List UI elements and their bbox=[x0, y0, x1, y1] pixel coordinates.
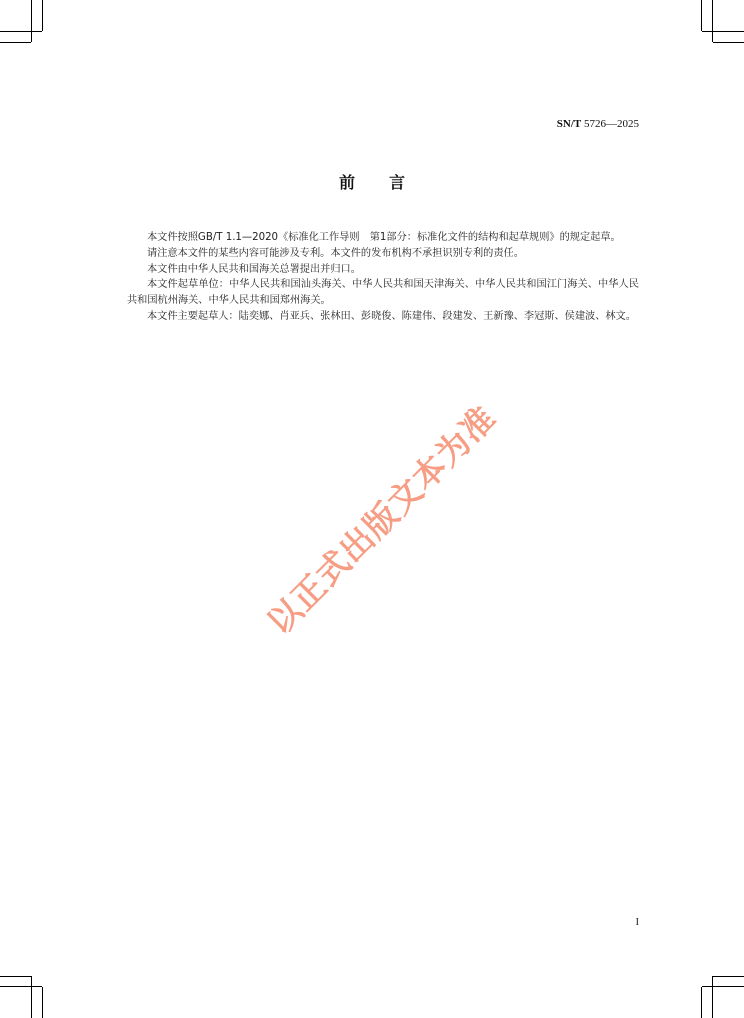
page-number: I bbox=[635, 917, 639, 928]
crop-mark-top-left-vertical bbox=[31, 0, 32, 42]
foreword-body bbox=[127, 230, 639, 325]
crop-mark-bottom-right-horizontal bbox=[702, 986, 744, 987]
crop-mark-top-left-inner-h bbox=[0, 42, 31, 43]
heading-char-2: 言 bbox=[389, 173, 406, 192]
paragraph-drafting-rules: 本文件按照GB/T 1.1—2020《标准化工作导则 第1部分：标准化文件的结构和起草规则》的规定起草。 bbox=[147, 232, 621, 243]
paragraph-proposer: 本文件由中华人民共和国海关总署提出并归口。 bbox=[147, 263, 361, 275]
paragraph-drafting-units: 本文件起草单位：中华人民共和国汕头海关、中华人民共和国天津海关、中华人民共和国江门海关、中华人民共和国杭州海关、中华人民共和国郑州海关。 bbox=[127, 279, 639, 307]
heading-char-1: 前 bbox=[338, 173, 355, 192]
crop-mark-bottom-right-inner-h bbox=[713, 976, 744, 977]
crop-mark-top-left-inner-v bbox=[42, 0, 43, 31]
crop-mark-bottom-right-vertical bbox=[712, 976, 713, 1018]
watermark-text: 以正式出版文本为准 bbox=[259, 397, 504, 642]
document-code-number: 5726—2025 bbox=[581, 118, 639, 130]
paragraph-drafters: 本文件主要起草人：陆奕娜、肖亚兵、张林田、彭晓俊、陈建伟、段建发、王新豫、李冠斯、侯建波、林文。 bbox=[147, 310, 636, 322]
crop-mark-top-right-inner-h bbox=[713, 42, 744, 43]
crop-mark-top-right-inner-v bbox=[701, 0, 702, 31]
paragraph-patent-notice: 请注意本文件的某些内容可能涉及专利。本文件的发布机构不承担识别专利的责任。 bbox=[147, 247, 524, 259]
document-code bbox=[557, 118, 639, 130]
crop-mark-bottom-left-inner-v bbox=[42, 987, 43, 1018]
crop-mark-top-right-vertical bbox=[712, 0, 713, 42]
crop-mark-bottom-left-inner-h bbox=[0, 976, 31, 977]
crop-mark-bottom-left-vertical bbox=[31, 976, 32, 1018]
crop-mark-top-right-horizontal bbox=[702, 31, 744, 32]
crop-mark-bottom-left-horizontal bbox=[0, 986, 42, 987]
section-heading bbox=[0, 170, 744, 193]
crop-mark-top-left-horizontal bbox=[0, 31, 42, 32]
document-code-prefix: SN/T bbox=[556, 118, 582, 130]
crop-mark-bottom-right-inner-v bbox=[701, 987, 702, 1018]
